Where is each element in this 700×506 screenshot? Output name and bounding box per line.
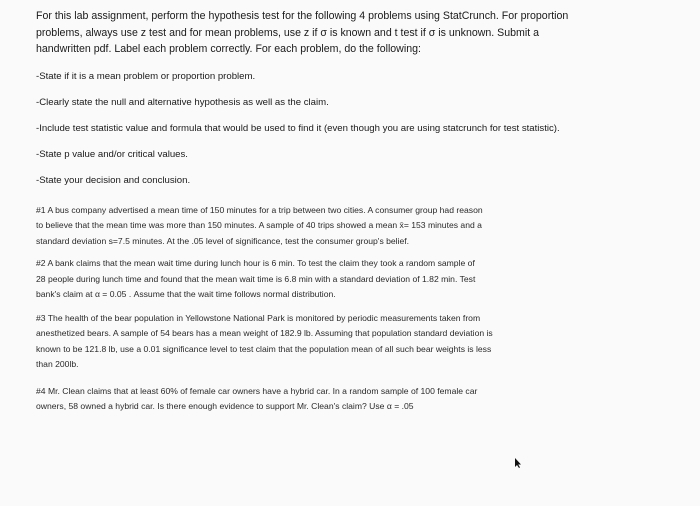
intro-line: For this lab assignment, perform the hypothesis test for the following 4 problems using StatCrunch. For proportion [36,10,569,22]
problem-line: bank's claim at α = 0.05 . Assume that the wait time follows normal distribution. [36,289,336,299]
problem-line: owners, 58 owned a hybrid car. Is there enough evidence to support Mr. Clean's claim? Use α = .05 [36,401,414,411]
problem-line: 28 people during lunch time and found that the mean wait time is 6.8 min with a standard deviation of 1.82 min. Test [36,273,476,284]
problem-3 [36,311,596,373]
assignment-intro [36,8,596,58]
mouse-pointer-icon [514,455,522,465]
problem-line: anesthetized bears. A sample of 54 bears has a mean weight of 182.9 lb. Assuming that population standard deviation is [36,328,493,338]
problem-list [36,203,596,415]
problem-line: #3 The health of the bear population in Yellowstone National Park is monitored by periodic measurements taken from [36,312,481,323]
problem-line: #4 Mr. Clean claims that at least 60% of female car owners have a hybrid car. In a random sample of 100 female car [36,385,478,396]
assignment-page [36,8,596,425]
instruction-item: -State p value and/or critical values. [36,148,188,160]
problem-line: than 200lb. [36,359,79,369]
problem-1 [36,203,596,250]
problem-4 [36,384,596,415]
problem-line: standard deviation s=7.5 minutes. At the .05 level of significance, test the consumer group's belief. [36,235,410,246]
instruction-item: -Clearly state the null and alternative hypothesis as well as the claim. [36,96,329,108]
problem-line: to believe that the mean time was more than 150 minutes. A sample of 40 trips showed a mean x̄= 153 minutes and a [36,220,482,230]
instruction-item: -State if it is a mean problem or proportion problem. [36,70,256,82]
instruction-list [36,70,596,187]
problem-line: #2 A bank claims that the mean wait time during lunch hour is 6 min. To test the claim they took a random sample of [36,258,475,268]
problem-line: #1 A bus company advertised a mean time of 150 minutes for a trip between two cities. A consumer group had reason [36,204,483,215]
problem-2 [36,256,596,303]
problem-line: known to be 121.8 lb, use a 0.01 significance level to test claim that the population mean of all such bear weights is less [36,343,492,354]
intro-line: handwritten pdf. Label each problem correctly. For each problem, do the following: [36,43,421,55]
instruction-item: -Include test statistic value and formula that would be used to find it (even though you are using statcrunch for test statistic). [36,122,560,134]
intro-line: problems, always use z test and for mean problems, use z if σ is known and t test if σ is unknown. Submit a [36,26,539,39]
instruction-item: -State your decision and conclusion. [36,174,191,186]
